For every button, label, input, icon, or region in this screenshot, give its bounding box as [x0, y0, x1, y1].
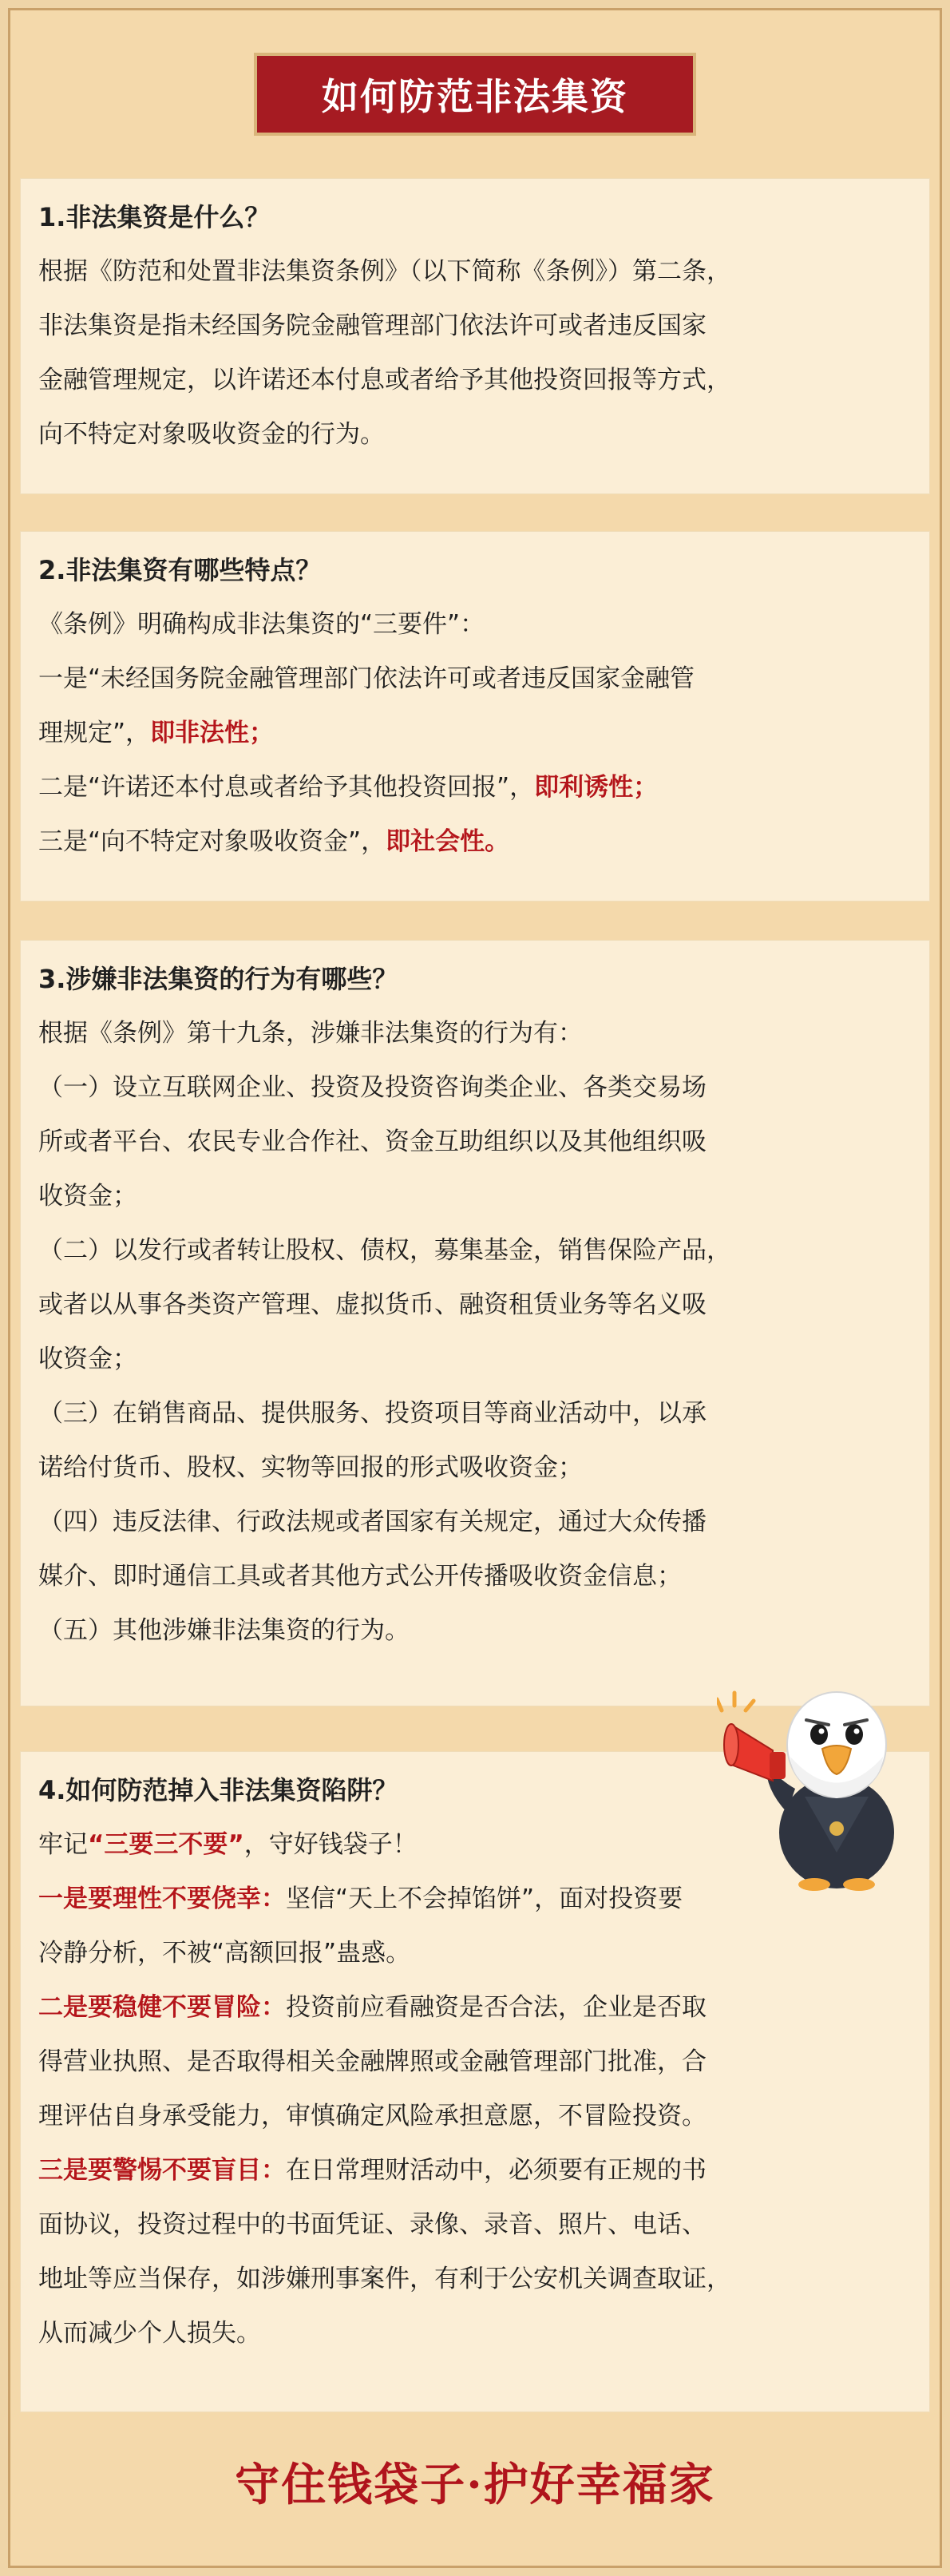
eagle-mascot-icon — [717, 1669, 908, 1892]
text-line: 金融管理规定，以许诺还本付息或者给予其他投资回报等方式， — [38, 366, 731, 394]
text-line — [38, 1980, 912, 2035]
feature-highlight: 即社会性。 — [386, 827, 510, 856]
text-line: 媒介、即时通信工具或者其他方式公开传播吸收资金信息； — [38, 1562, 682, 1591]
section-heading: 3.涉嫌非法集资的行为有哪些？ — [38, 964, 398, 994]
text-line — [38, 814, 912, 869]
section-heading: 1.非法集资是什么？ — [38, 202, 271, 232]
motto-prefix: 牢记 — [38, 1830, 88, 1859]
motto-suffix: ，守好钱袋子！ — [243, 1830, 418, 1859]
text-line: 根据《条例》第十九条，涉嫌非法集资的行为有： — [38, 1019, 583, 1048]
text-line — [38, 760, 912, 814]
text-line: 非法集资是指未经国务院金融管理部门依法许可或者违反国家 — [38, 311, 707, 340]
text-line: 面协议，投资过程中的书面凭证、录像、录音、照片、电话、 — [38, 2210, 707, 2239]
feature-highlight: 即利诱性； — [534, 773, 659, 802]
text-line: 《条例》明确构成非法集资的“三要件”： — [38, 610, 485, 639]
tip-label: 三是要警惕不要盲目： — [38, 2156, 286, 2185]
motto-highlight: “三要三不要” — [88, 1830, 244, 1859]
tip-text: 在日常理财活动中，必须要有正规的书 — [286, 2156, 707, 2185]
text-line: 收资金； — [38, 1182, 137, 1211]
feature-text: 三是“向不特定对象吸收资金”， — [38, 827, 386, 856]
tip-label: 二是要稳健不要冒险： — [38, 1993, 286, 2022]
feature-highlight: 即非法性； — [150, 719, 275, 747]
text-line: （四）违反法律、行政法规或者国家有关规定，通过大众传播 — [38, 1508, 707, 1536]
text-line: （三）在销售商品、提供服务、投资项目等商业活动中，以承 — [38, 1399, 707, 1428]
text-line: 根据《防范和处置非法集资条例》（以下简称《条例》）第二条， — [38, 257, 731, 286]
text-line: 从而减少个人损失。 — [38, 2319, 261, 2348]
section-heading: 2.非法集资有哪些特点？ — [38, 555, 322, 585]
text-line — [38, 2143, 912, 2198]
text-line — [38, 706, 912, 760]
text-line: （五）其他涉嫌非法集资的行为。 — [38, 1616, 410, 1645]
tip-text: 投资前应看融资是否合法，企业是否取 — [286, 1993, 707, 2022]
footer-slogan: 守住钱袋子·护好幸福家 — [235, 2459, 715, 2511]
text-line: 所或者平台、农民专业合作社、资金互助组织以及其他组织吸 — [38, 1127, 707, 1156]
section-1-panel — [21, 179, 929, 493]
section-2-panel — [21, 532, 929, 901]
text-line: （二）以发行或者转让股权、债权，募集基金，销售保险产品， — [38, 1236, 731, 1265]
text-line: 诺给付货币、股权、实物等回报的形式吸收资金； — [38, 1453, 583, 1482]
text-line: 一是“未经国务院金融管理部门依法许可或者违反国家金融管 — [38, 664, 695, 693]
megaphone-icon — [717, 1693, 786, 1781]
text-line: 地址等应当保存，如涉嫌刑事案件，有利于公安机关调查取证， — [38, 2265, 731, 2293]
tip-text: 坚信“天上不会掉馅饼”，面对投资要 — [286, 1884, 683, 1913]
text-line: （一）设立互联网企业、投资及投资咨询类企业、各类交易场 — [38, 1073, 707, 1102]
feature-text: 理规定”， — [38, 719, 151, 747]
feature-text: 二是“许诺还本付息或者给予其他投资回报”， — [38, 773, 535, 802]
section-heading: 4.如何防范掉入非法集资陷阱？ — [38, 1775, 398, 1805]
title-banner — [254, 53, 696, 136]
text-line: 理评估自身承受能力，审慎确定风险承担意愿，不冒险投资。 — [38, 2102, 707, 2130]
section-3-panel — [21, 941, 929, 1706]
text-line: 向不特定对象吸收资金的行为。 — [38, 420, 385, 449]
tip-label: 一是要理性不要侥幸： — [38, 1884, 286, 1913]
footer-slogan-banner — [0, 2450, 950, 2514]
text-line: 收资金； — [38, 1345, 137, 1373]
page-title: 如何防范非法集资 — [322, 75, 628, 118]
text-line: 冷静分析，不被“高额回报”蛊惑。 — [38, 1939, 411, 1968]
text-line: 得营业执照、是否取得相关金融牌照或金融管理部门批准，合 — [38, 2047, 707, 2076]
text-line: 或者以从事各类资产管理、虚拟货币、融资租赁业务等名义吸 — [38, 1290, 707, 1319]
